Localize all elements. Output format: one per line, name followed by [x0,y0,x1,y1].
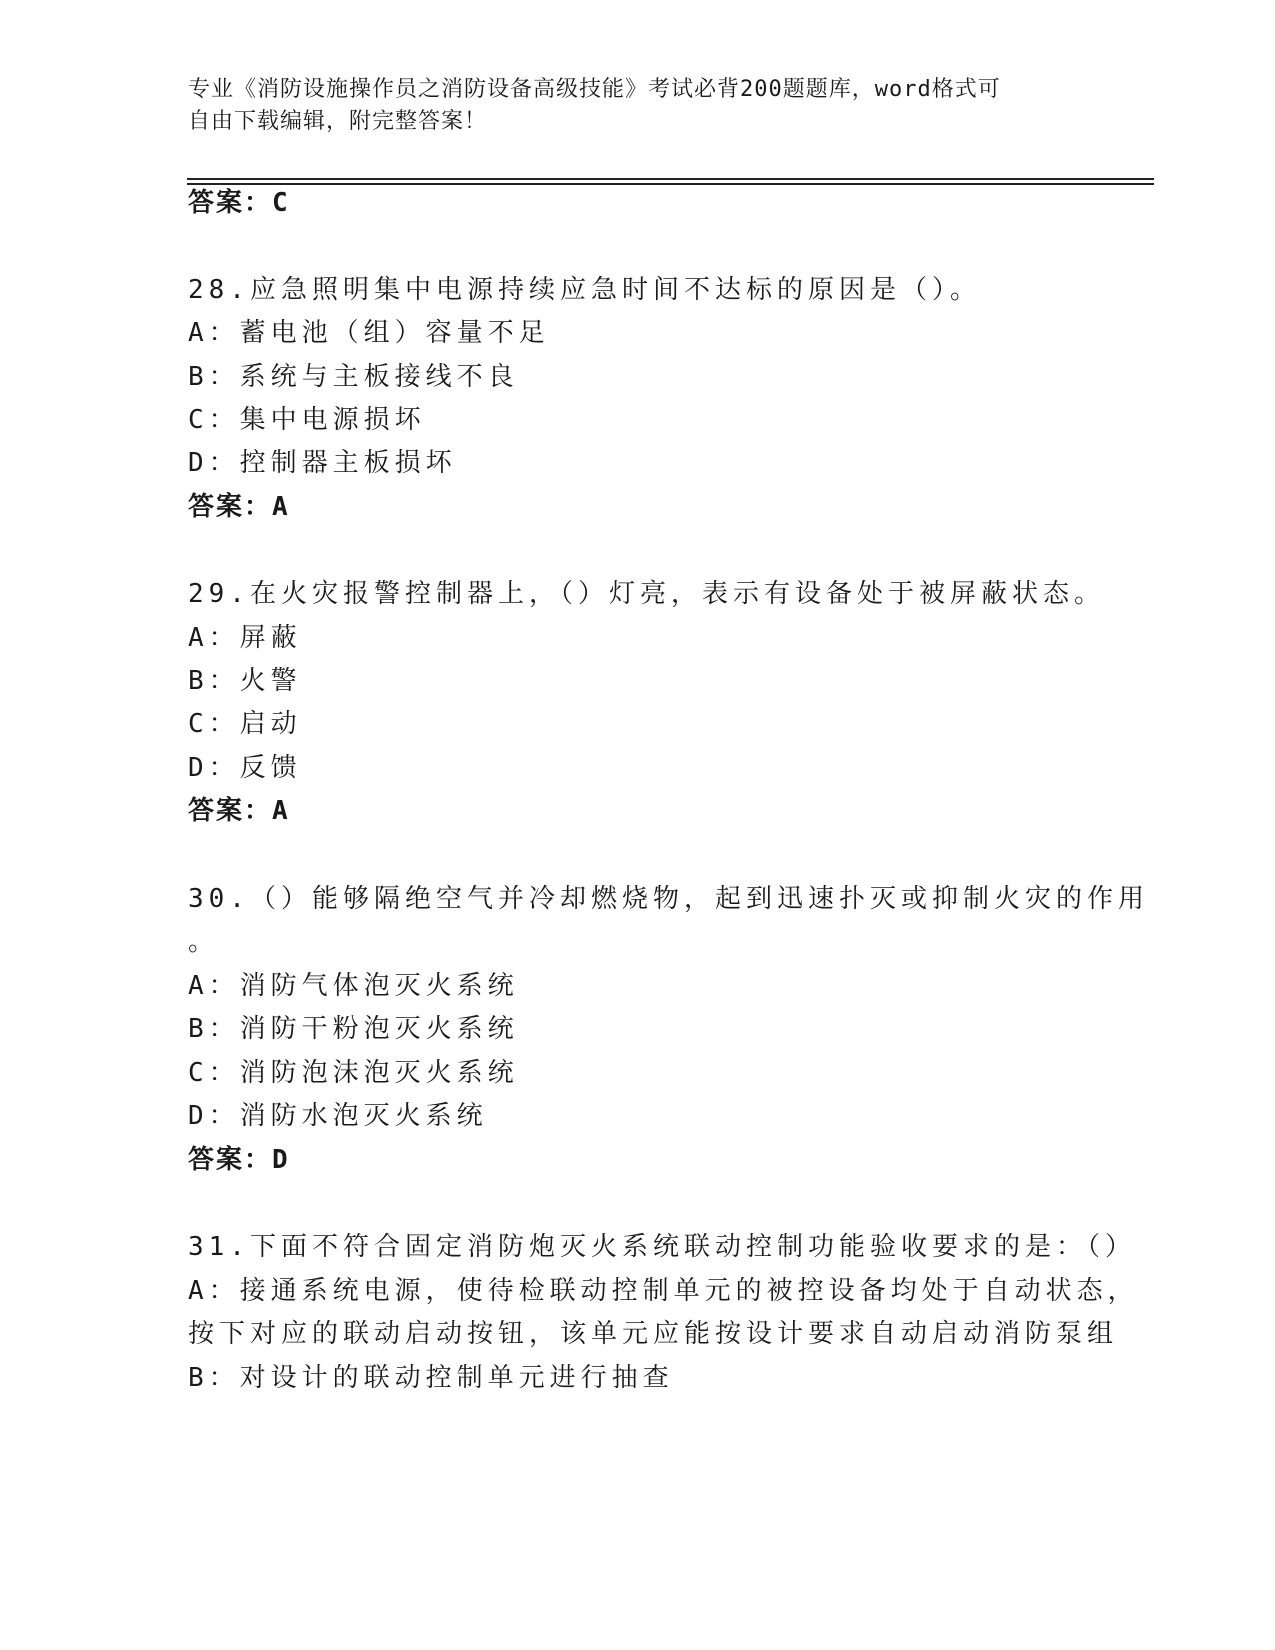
question-stem: 30.（）能够隔绝空气并冷却燃烧物，起到迅速扑灭或抑制火灾的作用 [188,884,1149,914]
question-stem: 29.在火灾报警控制器上，（）灯亮，表示有设备处于被屏蔽状态。 [188,579,1105,609]
document-header [188,74,1068,138]
option-d: D：消防水泡灭火系统 [188,1101,488,1131]
question-stem-continuation: 。 [188,927,220,957]
option-c: C：消防泡沫泡灭火系统 [188,1058,519,1088]
option-a: A：消防气体泡灭火系统 [188,971,519,1001]
header-divider-top [187,178,1154,180]
header-divider-bottom [187,183,1154,185]
option-a: A：蓄电池（组）容量不足 [188,318,550,348]
option-c: C：启动 [188,709,302,739]
option-b: B：对设计的联动控制单元进行抽查 [188,1363,674,1393]
option-d: D：控制器主板损坏 [188,448,457,478]
option-c: C：集中电源损坏 [188,405,426,435]
answer-line: 答案：C [188,188,290,218]
option-d: D：反馈 [188,753,302,783]
option-b: B：消防干粉泡灭火系统 [188,1014,519,1044]
header-line-1: 专业《消防设施操作员之消防设备高级技能》考试必背200题题库，word格式可 [188,77,1001,102]
answer-line: 答案：A [188,492,290,522]
question-stem: 31.下面不符合固定消防炮灭火系统联动控制功能验收要求的是：（） [188,1232,1136,1262]
option-b: B：系统与主板接线不良 [188,362,519,392]
answer-line: 答案：D [188,1145,290,1175]
option-a: A：屏蔽 [188,623,302,653]
option-a: A：接通系统电源，使待检联动控制单元的被控设备均处于自动状态， [188,1276,1139,1306]
answer-line: 答案：A [188,796,290,826]
header-line-2: 自由下载编辑，附完整答案！ [188,109,488,134]
option-a-continuation: 按下对应的联动启动按钮，该单元应能按设计要求自动启动消防泵组 [188,1319,1119,1349]
question-stem: 28.应急照明集中电源持续应急时间不达标的原因是（）。 [188,275,981,305]
option-b: B：火警 [188,666,302,696]
